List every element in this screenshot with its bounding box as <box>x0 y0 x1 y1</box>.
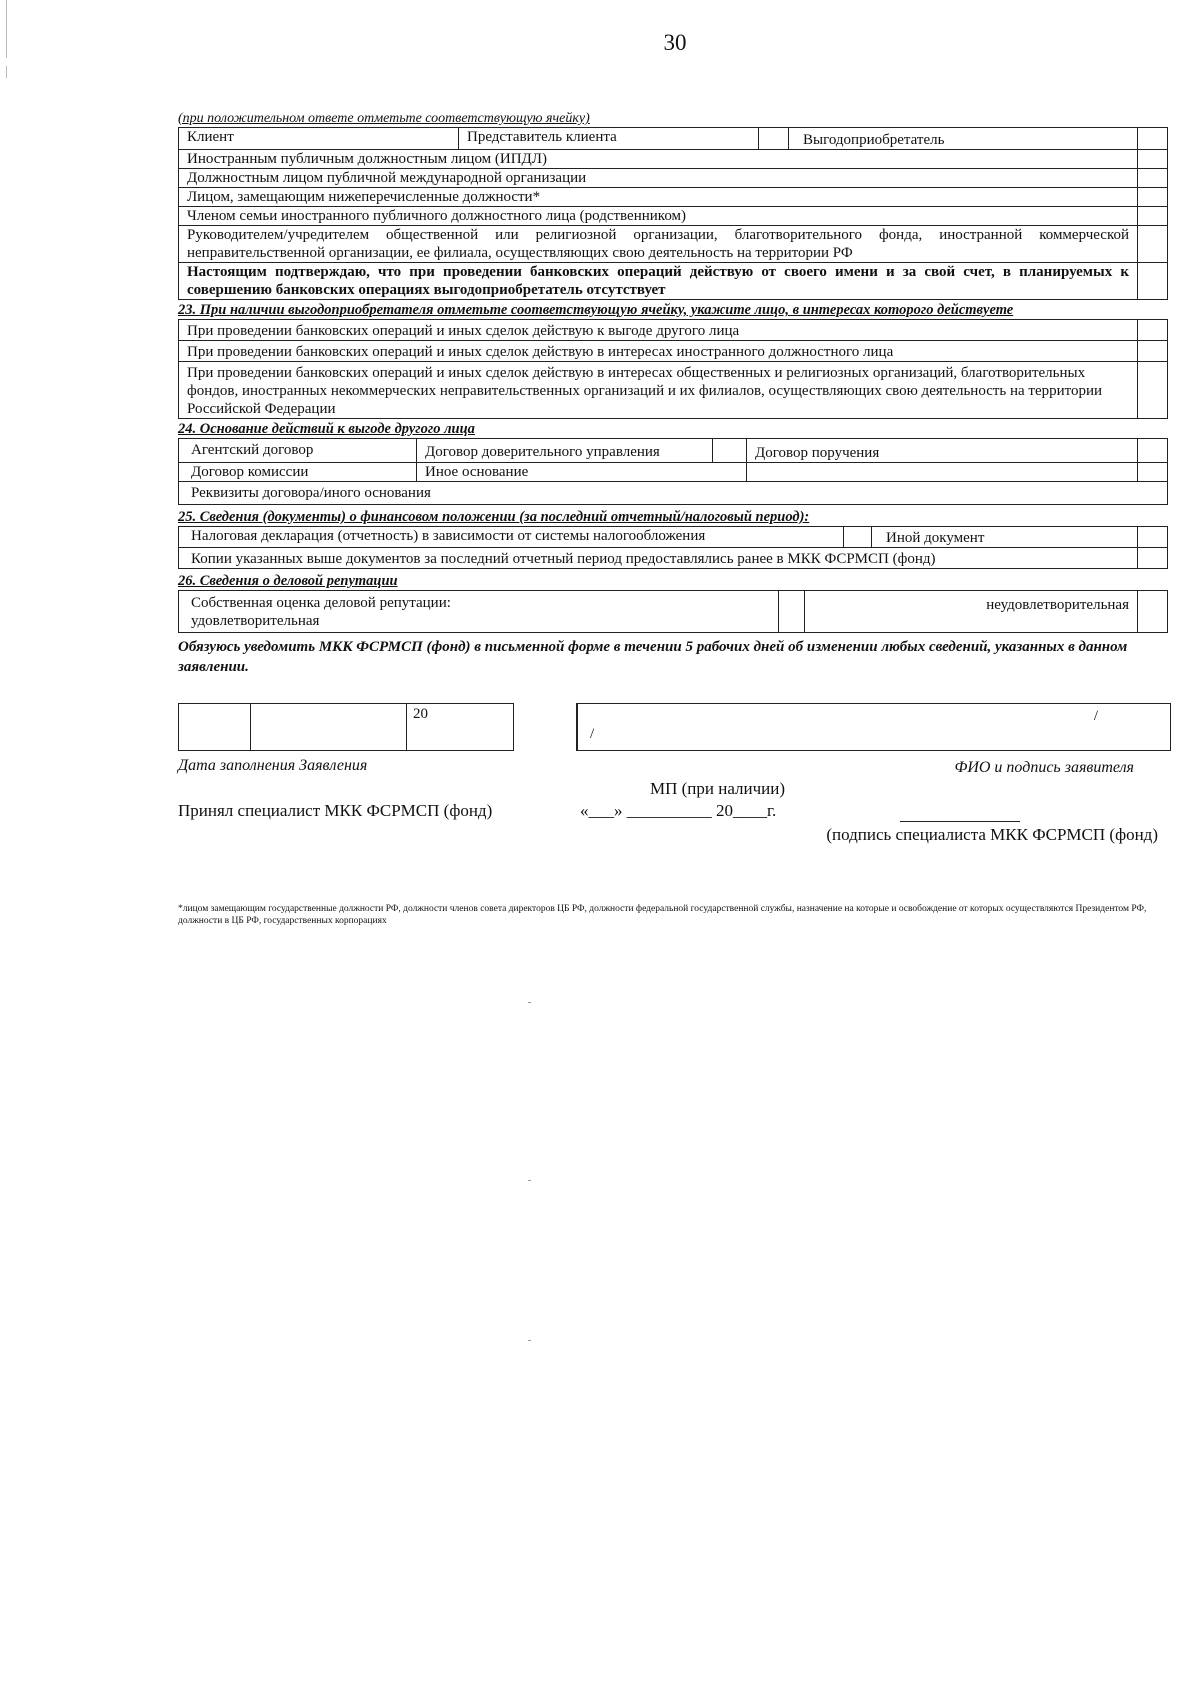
agent-contract-label: Агентский договор <box>179 439 417 463</box>
basis-details-label: Реквизиты договора/иного основания <box>179 482 1168 505</box>
confirm-row <box>179 263 1168 300</box>
role-row <box>179 128 1168 150</box>
intl-official-checkbox[interactable] <box>1138 169 1168 188</box>
family-member-row <box>179 207 1168 226</box>
unsatisfactory-checkbox[interactable] <box>1138 591 1168 633</box>
basis-row-2 <box>179 463 1168 482</box>
trust-contract-label: Договор доверительного управления <box>417 439 713 463</box>
confirm-label: Настоящим подтверждаю, что при проведении банковских операций действую от своего имени и за свой счет, в планируемых к совершению банковских операциях выгодоприобретатель отсутствует <box>179 263 1138 300</box>
specialist-signature-line[interactable] <box>900 803 1020 822</box>
signature-separator: / <box>1093 708 1098 724</box>
org-head-label: Руководителем/учредителем общественной или религиозной организации, благотворительного фонда, иностранной коммерческой неправительственной организации, ее филиала, осуществляющих свою деятельность на территории РФ <box>179 226 1138 263</box>
position-holder-row <box>179 188 1168 207</box>
form-content <box>178 110 1168 927</box>
section-23-table <box>178 319 1168 419</box>
footnote: *лицом замещающим государственные должности РФ, должности членов совета директоров ЦБ РФ, должности федеральной государственной службы, назначение на которые и освобождение от которых осуществляются Президентом РФ, должности в ЦБ РФ, государственных корпорациях <box>178 904 1147 926</box>
position-holder-checkbox[interactable] <box>1138 188 1168 207</box>
fill-date-label: Дата заполнения Заявления <box>178 757 368 774</box>
family-member-checkbox[interactable] <box>1138 207 1168 226</box>
fill-day-field[interactable] <box>179 704 251 751</box>
basis-details-row <box>179 482 1168 505</box>
commitment-statement: Обязуюсь уведомить МКК ФСРМСП (фонд) в письменной форме в течении 5 рабочих дней об изменении любых сведений, указанных в данном заявлении. <box>178 639 1128 675</box>
accepted-by-label: Принял специалист МКК ФСРМСП (фонд) <box>178 801 493 820</box>
other-document-checkbox[interactable] <box>1138 527 1168 548</box>
benefit-other-checkbox[interactable] <box>1138 320 1168 341</box>
fill-year-field[interactable]: 20 <box>407 704 514 751</box>
scan-edge-mark <box>6 66 7 78</box>
confirm-checkbox[interactable] <box>1138 263 1168 300</box>
role-representative: Представитель клиента <box>459 128 759 150</box>
copies-row <box>179 548 1168 569</box>
fill-date-box <box>178 703 514 751</box>
public-org-interest-label: При проведении банковских операций и иных сделок действую в интересах общественных и религиозных организаций, благотворительных фондов, иностранных некоммерческих неправительственных организаций и их филиалов, осуществляющих свою деятельность на территории Российской Федерации <box>179 362 1138 419</box>
scan-speck <box>528 1180 531 1181</box>
fill-month-field[interactable] <box>251 704 407 751</box>
unsatisfactory-label: неудовлетворительная <box>805 591 1138 633</box>
role-checkbox[interactable] <box>759 128 789 150</box>
section-25-title: 25. Сведения (документы) о финансовом положении (за последний отчетный/налоговый период): <box>178 509 810 525</box>
other-document-label: Иной документ <box>872 527 1138 548</box>
acceptance-date-field[interactable]: «___» __________ 20____г. <box>580 801 777 820</box>
stamp-label: МП (при наличии) <box>650 779 786 798</box>
section-23-title: 23. При наличии выгодоприобретателя отметьте соответствующую ячейку, укажите лицо, в интересах которого действуете <box>178 302 1014 318</box>
scan-speck <box>528 1002 531 1003</box>
foreign-official-interest-row <box>179 341 1168 362</box>
trust-contract-checkbox[interactable] <box>713 439 747 463</box>
applicant-fio-label: ФИО и подпись заявителя <box>954 759 1134 776</box>
pep-checkbox[interactable] <box>1138 150 1168 169</box>
other-basis-checkbox[interactable] <box>1138 463 1168 482</box>
section-26-title: 26. Сведения о деловой репутации <box>178 573 398 589</box>
section-24-title: 24. Основание действий к выгоде другого лица <box>178 421 475 437</box>
other-basis-field[interactable] <box>747 463 1138 482</box>
applicant-signature-box[interactable] <box>576 703 1171 751</box>
satisfactory-checkbox[interactable] <box>779 591 805 633</box>
reputation-self-eval: Собственная оценка деловой репутации: удовлетворительная <box>179 591 779 633</box>
family-member-label: Членом семьи иностранного публичного должностного лица (родственником) <box>179 207 1138 226</box>
copies-checkbox[interactable] <box>1138 548 1168 569</box>
tax-declaration-label: Налоговая декларация (отчетность) в зависимости от системы налогообложения <box>179 527 844 548</box>
public-org-interest-row <box>179 362 1168 419</box>
section-22-table <box>178 127 1168 300</box>
role-client: Клиент <box>179 128 459 150</box>
signature-separator: / <box>590 726 595 742</box>
signature-area <box>178 703 1168 893</box>
section-24-table <box>178 438 1168 505</box>
reputation-row <box>179 591 1168 633</box>
tax-row <box>179 527 1168 548</box>
foreign-official-interest-label: При проведении банковских операций и иных сделок действую в интересах иностранного должностного лица <box>179 341 1138 362</box>
commission-contract-label: Договор комиссии <box>179 463 417 482</box>
section-22-note: (при положительном ответе отметьте соответствующую ячейку) <box>178 111 590 126</box>
scan-speck <box>528 1340 531 1341</box>
page-number: 30 <box>663 30 687 55</box>
position-holder-label: Лицом, замещающим нижеперечисленные должности* <box>179 188 1138 207</box>
benefit-other-label: При проведении банковских операций и иных сделок действую к выгоде другого лица <box>179 320 1138 341</box>
intl-official-row <box>179 169 1168 188</box>
section-25-table <box>178 526 1168 569</box>
mandate-contract-label: Договор поручения <box>747 439 1138 463</box>
specialist-signature-label: (подпись специалиста МКК ФСРМСП (фонд) <box>826 825 1158 844</box>
foreign-official-interest-checkbox[interactable] <box>1138 341 1168 362</box>
intl-official-label: Должностным лицом публичной международной организации <box>179 169 1138 188</box>
tax-declaration-checkbox[interactable] <box>844 527 872 548</box>
org-head-row <box>179 226 1168 263</box>
other-basis-label: Иное основание <box>417 463 747 482</box>
role-checkbox[interactable] <box>1138 128 1168 150</box>
basis-row-1 <box>179 439 1168 463</box>
public-org-interest-checkbox[interactable] <box>1138 362 1168 419</box>
benefit-other-row <box>179 320 1168 341</box>
pep-label: Иностранным публичным должностным лицом (ИПДЛ) <box>179 150 1138 169</box>
section-26-table <box>178 590 1168 633</box>
copies-label: Копии указанных выше документов за последний отчетный период предоставлялись ранее в МКК ФСРМСП (фонд) <box>179 548 1138 569</box>
role-beneficiary: Выгодоприобретатель <box>789 128 1138 150</box>
mandate-contract-checkbox[interactable] <box>1138 439 1168 463</box>
pep-row <box>179 150 1168 169</box>
org-head-checkbox[interactable] <box>1138 226 1168 263</box>
